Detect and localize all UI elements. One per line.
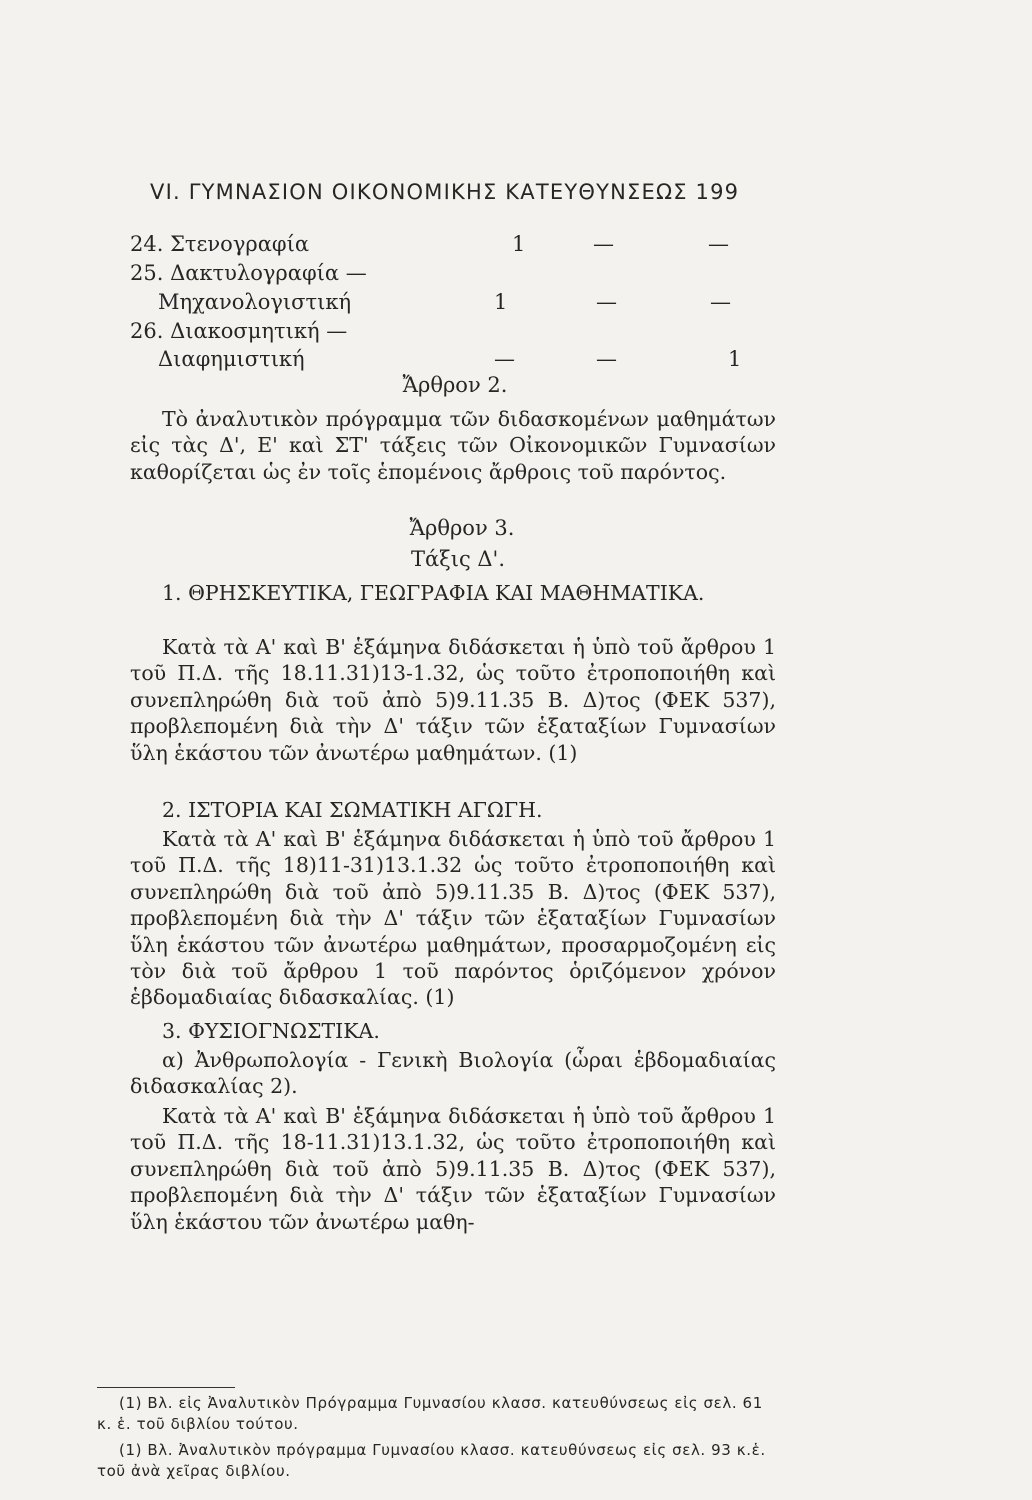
paragraph: Τὸ ἀναλυτικὸν πρόγραμμα τῶν διδασκομένων μαθημάτων εἰς τὰς Δ', Ε' καὶ ΣΤ' τάξεις τῶν Οἰκονομικῶν Γυμνασίων καθορίζεται ὡς ἐν τοῖς ἑπομένοις ἄρθροις τοῦ παρόντος. xyxy=(130,407,776,484)
footnote-2 xyxy=(97,1440,777,1482)
paragraph: Κατὰ τὰ Α' καὶ Β' ἑξάμηνα διδάσκεται ἡ ὑπὸ τοῦ ἄρθρου 1 τοῦ Π.Δ. τῆς 18.11.31)13-1.32, ὡς τοῦτο ἐτροποποιήθη καὶ συνεπληρώθη διὰ τοῦ ἀπὸ 5)9.11.35 Β. Δ)τος (ΦΕΚ 537), προβλεπομένη διὰ τὴν Δ' τάξιν τῶν ἑξαταξίων Γυμνασίων ὕλη ἑκάστου τῶν ἀνωτέρω μαθημάτων. (1) xyxy=(130,635,776,765)
article-3-subtitle: Τάξις Δ'. xyxy=(410,547,506,571)
schedule-row-26 xyxy=(130,318,347,344)
col-1-value: — xyxy=(494,347,515,371)
schedule-row-26b xyxy=(158,346,778,372)
article-2-title: Ἄρθρον 2. xyxy=(402,373,508,397)
schedule-row-24 xyxy=(130,231,780,257)
col-1-value: 1 xyxy=(512,232,526,256)
section-3a-text xyxy=(130,1047,776,1100)
col-2-value: — xyxy=(596,347,617,371)
running-header: VI. ΓΥΜΝΑΣΙΟΝ ΟΙΚΟΝΟΜΙΚΗΣ ΚΑΤΕΥΘΥΝΣΕΩΣ 199 xyxy=(150,180,740,204)
section-3-text xyxy=(130,1103,776,1235)
section-1-text xyxy=(130,634,776,766)
footnote-rule xyxy=(97,1387,235,1388)
section-2-text xyxy=(130,826,776,1011)
row-label: Μηχανολογιστική xyxy=(158,290,352,314)
section-3-title xyxy=(130,1018,776,1044)
section-heading: 2. ΙΣΤΟΡΙΑ ΚΑΙ ΣΩΜΑΤΙΚΗ ΑΓΩΓΗ. xyxy=(162,798,543,822)
schedule-row-25b xyxy=(158,289,778,315)
col-1-value: 1 xyxy=(494,290,508,314)
row-label: Διαφημιστική xyxy=(158,347,305,371)
schedule-row-25 xyxy=(130,260,367,286)
row-label: 26. Διακοσμητική — xyxy=(130,319,348,343)
row-label: 24. Στενογραφία xyxy=(130,232,310,256)
col-2-value: — xyxy=(593,232,614,256)
footnote-text: (1) Βλ. Ἀναλυτικὸν πρόγραμμα Γυμνασίου κλασσ. κατευθύνσεως εἰς σελ. 93 κ.ἑ. τοῦ ἀνὰ χεῖρας διβλίου. xyxy=(97,1441,766,1480)
col-2-value: — xyxy=(596,290,617,314)
section-1-title xyxy=(130,580,776,606)
col-3-value: — xyxy=(710,290,731,314)
section-heading: 1. ΘΡΗΣΚΕΥΤΙΚΑ, ΓΕΩΓΡΑΦΙΑ ΚΑΙ ΜΑΘΗΜΑΤΙΚΑ. xyxy=(162,581,705,605)
paragraph: Κατὰ τὰ Α' καὶ Β' ἑξάμηνα διδάσκεται ἡ ὑπὸ τοῦ ἄρθρου 1 τοῦ Π.Δ. τῆς 18)11-31)13.1.32 ὡς τοῦτο ἐτροποποιήθη καὶ συνεπληρώθη διὰ τοῦ ἀπὸ 5)9.11.35 Β. Δ)τος (ΦΕΚ 537), προβλεπομένη διὰ τὴν Δ' τάξιν τῶν ἑξαταξίων Γυμνασίων ὕλη ἑκάστου τῶν ἀνωτέρω μαθημάτων, προσαρμοζομένη εἰς τὸν διὰ τοῦ ἄρθρου 1 τοῦ παρόντος ὁριζόμενον χρόνον ἑβδομαδιαίας διδασκαλίας. (1) xyxy=(130,827,776,1010)
col-3-value: — xyxy=(708,232,729,256)
paragraph: α) Ἀνθρωπολογία - Γενικὴ Βιολογία (ὧραι ἑβδομαδιαίας διδασκαλίας 2). xyxy=(130,1048,776,1099)
row-label: 25. Δακτυλογραφία — xyxy=(130,261,367,285)
paragraph: Κατὰ τὰ Α' καὶ Β' ἑξάμηνα διδάσκεται ἡ ὑπὸ τοῦ ἄρθρου 1 τοῦ Π.Δ. τῆς 18-11.31)13.1.32, ὡς τοῦτο ἐτροποποιήθη καὶ συνεπληρώθη διὰ τοῦ ἀπὸ 5)9.11.35 Β. Δ)τος (ΦΕΚ 537), προβλεπομένη διὰ τὴν Δ' τάξιν τῶν ἑξαταξίων Γυμνασίων ὕλη ἑκάστου τῶν ἀνωτέρω μαθη- xyxy=(130,1104,776,1234)
section-heading: 3. ΦΥΣΙΟΓΝΩΣΤΙΚΑ. xyxy=(162,1019,380,1043)
section-2-title xyxy=(130,797,776,823)
footnote-text: (1) Βλ. εἰς Ἀναλυτικὸν Πρόγραμμα Γυμνασίου κλασσ. κατευθύνσεως εἰς σελ. 61 κ. ἑ. τοῦ διβλίου τούτου. xyxy=(97,1394,763,1433)
article-2-text xyxy=(130,406,776,485)
col-3-value: 1 xyxy=(728,347,742,371)
article-3-title: Ἄρθρον 3. xyxy=(409,516,515,540)
footnote-1 xyxy=(97,1393,777,1435)
